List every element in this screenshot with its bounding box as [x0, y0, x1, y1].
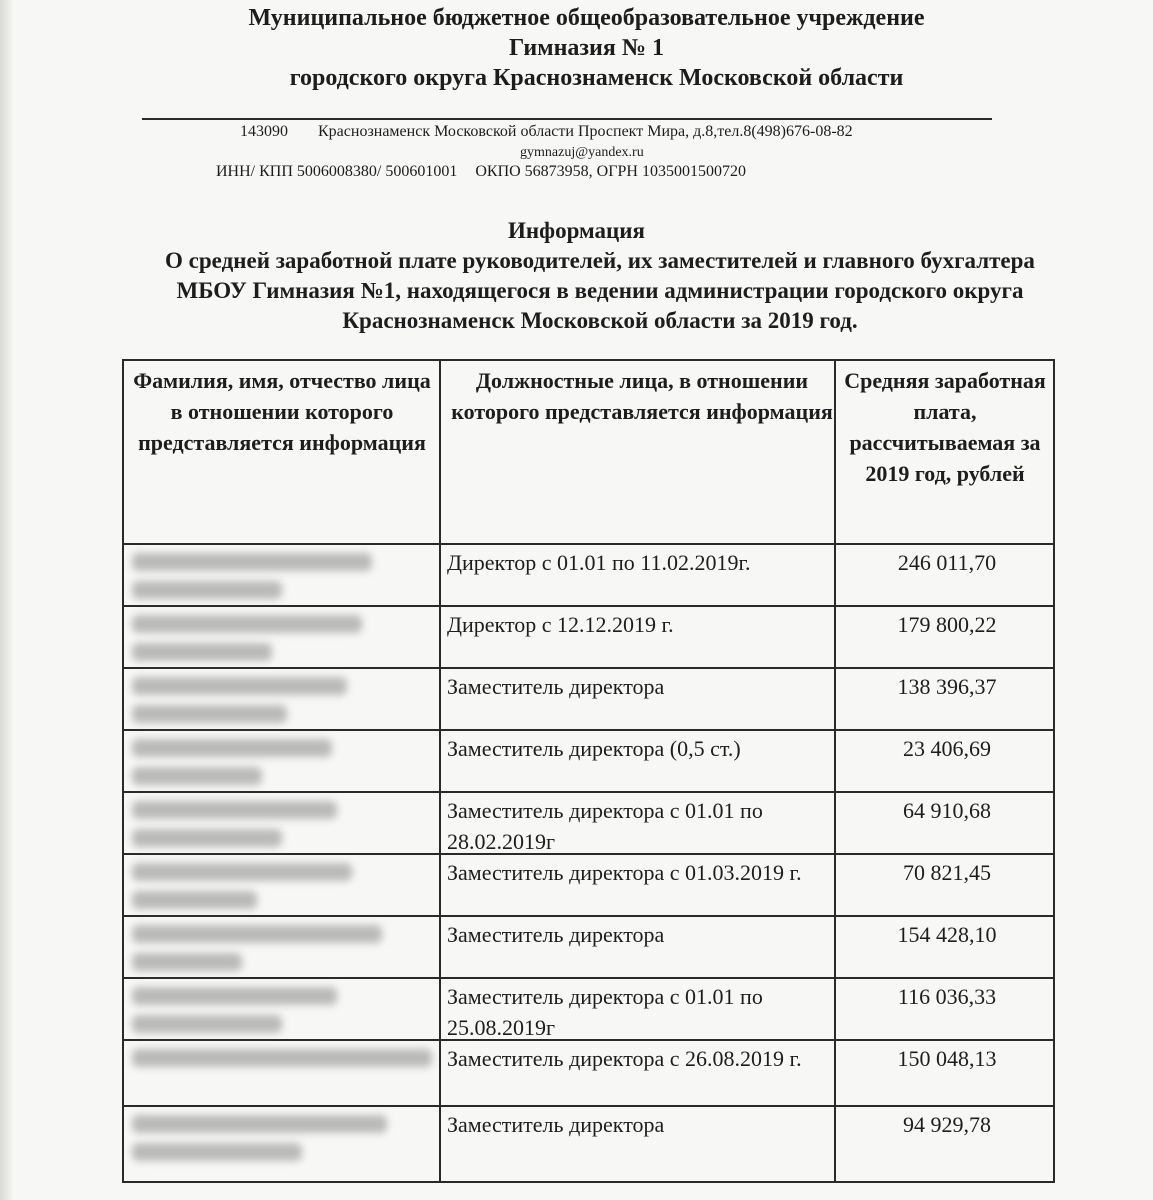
redacted-name: [132, 673, 412, 733]
redacted-name: [132, 921, 412, 981]
salary-cell: 23 406,69: [903, 736, 991, 761]
org-name-line-3: городского округа Краснознаменск Московской области: [289, 65, 904, 91]
org-name-line-2: Гимназия № 1: [509, 35, 664, 61]
row-line: [122, 1105, 1055, 1107]
redacted-name: [132, 797, 412, 857]
header-full-name: Фамилия, имя, отчество лица в отношении которого представляется информация: [133, 368, 431, 455]
salary-cell: 154 428,10: [897, 922, 997, 947]
position-cell: Заместитель директора с 26.08.2019 г.: [447, 1046, 802, 1071]
redacted-name: [132, 1045, 412, 1105]
salary-cell: 116 036,33: [897, 984, 997, 1009]
document-subtitle: О средней заработной плате руководителей, их заместителей и главного бухгалтера МБОУ Гимназия №1, находящегося в ведении администрации городского округа Краснознаменск Московской области за 2019 год.: [165, 248, 1035, 333]
redacted-name: [132, 859, 412, 919]
position-cell: Директор с 01.01 по 11.02.2019г.: [447, 550, 751, 575]
redacted-name: [132, 549, 412, 609]
salary-cell: 246 011,70: [897, 550, 997, 575]
inn-kpp: ИНН/ КПП 5006008380/ 500601001: [216, 163, 458, 180]
address-line: [240, 122, 853, 142]
position-cell: Заместитель директора: [447, 922, 665, 947]
street-address: Краснознаменск Московской области Проспект Мира, д.8,тел.8(498)676-08-82: [318, 123, 853, 140]
header-position: Должностные лица, в отношении которого представляется информация: [451, 368, 833, 424]
email-address: gymnazuj@yandex.ru: [520, 145, 644, 160]
redacted-name: [132, 735, 412, 795]
salary-cell: 70 821,45: [903, 860, 991, 885]
position-cell: Заместитель директора с 01.03.2019 г.: [447, 860, 802, 885]
document-title: Информация: [508, 218, 645, 243]
salary-cell: 150 048,13: [897, 1046, 997, 1071]
salary-cell: 138 396,37: [897, 674, 997, 699]
header-divider: [142, 118, 992, 120]
redacted-name: [132, 611, 412, 671]
position-cell: Заместитель директора с 01.01 по 25.08.2019г: [447, 984, 763, 1040]
position-cell: Заместитель директора: [447, 674, 665, 699]
okpo-ogrn: ОКПО 56873958, ОГРН 1035001500720: [475, 163, 746, 180]
position-cell: Заместитель директора: [447, 1112, 665, 1137]
salary-cell: 179 800,22: [897, 612, 997, 637]
postal-code: 143090: [240, 123, 288, 140]
table-border-top: [122, 359, 1055, 361]
table-border-bottom: [122, 1181, 1055, 1183]
table-divider-col1: [439, 359, 441, 1183]
row-line: [122, 543, 1055, 545]
position-cell: Заместитель директора с 01.01 по 28.02.2019г: [447, 798, 763, 854]
position-cell: Заместитель директора (0,5 ст.): [447, 736, 741, 761]
redacted-name: [132, 1111, 412, 1171]
position-cell: Директор с 12.12.2019 г.: [447, 612, 674, 637]
salary-table: [122, 359, 1055, 1183]
salary-cell: 94 929,78: [903, 1112, 991, 1137]
scan-edge-shadow: [0, 0, 14, 1200]
header-salary: Средняя заработная плата, рассчитываемая за 2019 год, рублей: [844, 368, 1046, 486]
salary-cell: 64 910,68: [903, 798, 991, 823]
org-name-line-1: Муниципальное бюджетное общеобразовательное учреждение: [248, 5, 925, 31]
table-border-left: [122, 359, 124, 1183]
redacted-name: [132, 983, 412, 1043]
registration-codes: [216, 162, 746, 182]
